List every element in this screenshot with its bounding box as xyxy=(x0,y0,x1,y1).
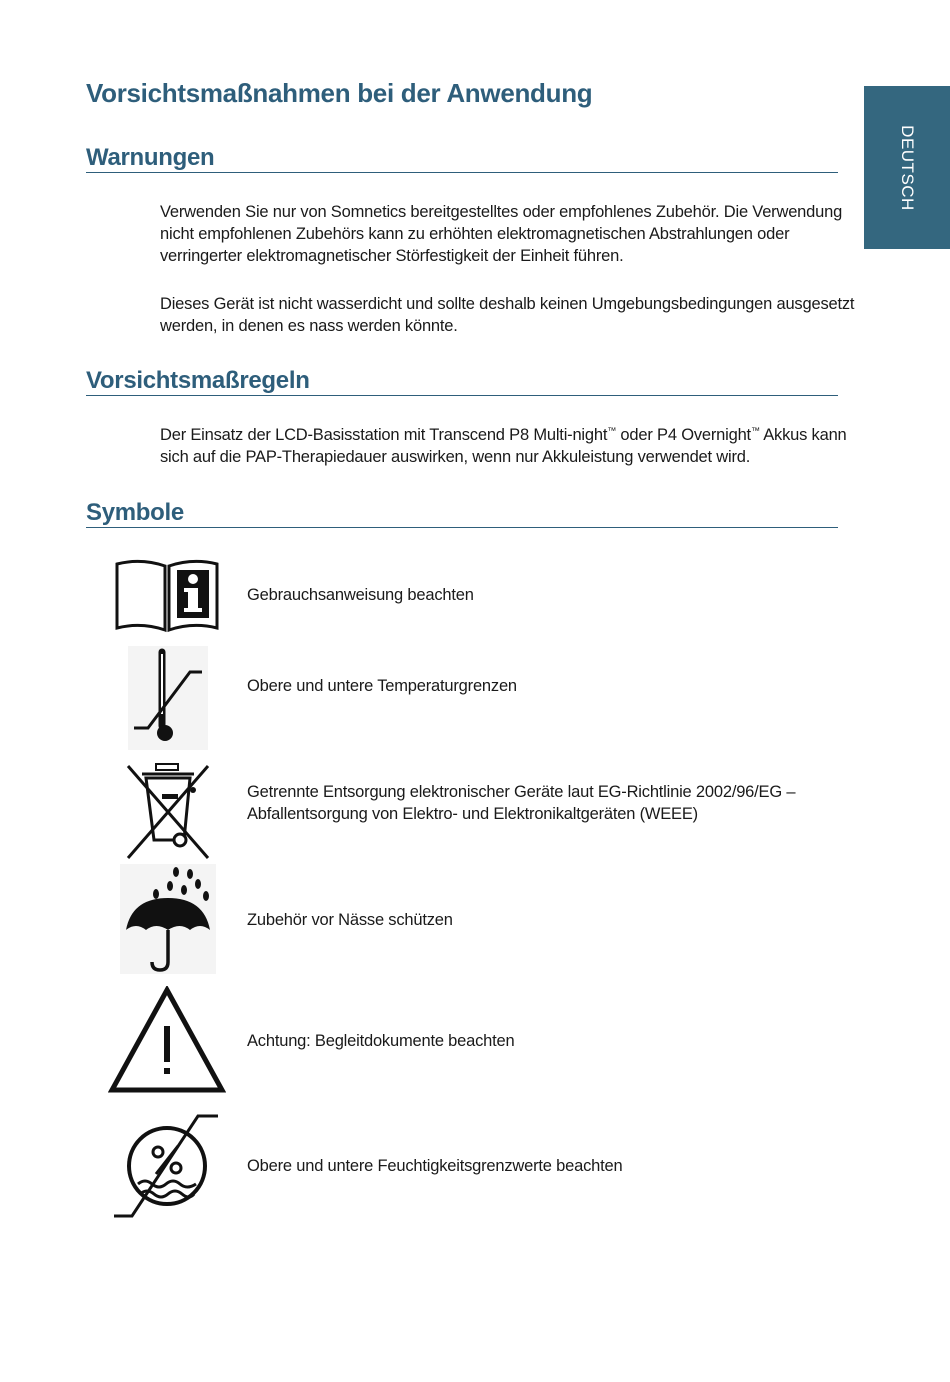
symbol-label-temperature: Obere und untere Temperaturgrenzen xyxy=(247,677,517,695)
umbrella-rain-icon xyxy=(120,864,216,974)
section-heading-warnings: Warnungen xyxy=(86,144,838,173)
precaution-paragraph xyxy=(160,424,855,468)
warning-triangle-icon xyxy=(108,986,226,1096)
symbol-label-humidity: Obere und untere Feuchtigkeitsgrenzwerte beachten xyxy=(247,1157,623,1175)
language-tab-label: DEUTSCH xyxy=(898,124,917,211)
precaution-text-part1: Der Einsatz der LCD-Basisstation mit Transcend P8 Multi-night xyxy=(160,426,608,444)
precaution-text-part2: oder P4 Overnight xyxy=(616,426,751,444)
instructions-book-icon xyxy=(113,556,221,634)
temperature-limit-icon xyxy=(128,646,208,750)
symbol-label-caution: Achtung: Begleitdokumente beachten xyxy=(247,1032,515,1050)
section-heading-symbols: Symbole xyxy=(86,499,838,528)
crossed-out-bin-icon xyxy=(126,762,210,860)
humidity-limit-icon xyxy=(112,1110,222,1222)
warning-paragraph-accessories: Verwenden Sie nur von Somnetics bereitgestelltes oder empfohlenes Zubehör. Die Verwendung nicht empfohlenen Zubehörs kann zu erhöhten elektromagnetischen Abstrahlungen oder verringerter elektromagnetischer Störfestigkeit der Einheit führen. xyxy=(160,203,843,265)
precaution-text-part3: Akkus kann sich auf die PAP-Therapiedauer auswirken, wenn nur Akkuleistung verwendet wird. xyxy=(160,426,847,466)
symbol-label-instructions: Gebrauchsanweisung beachten xyxy=(247,586,474,604)
language-tab xyxy=(864,86,950,249)
section-heading-precautions: Vorsichtsmaßregeln xyxy=(86,367,838,396)
warning-paragraph-waterproof: Dieses Gerät ist nicht wasserdicht und sollte deshalb keinen Umgebungsbedingungen ausgesetzt werden, in denen es nass werden könnte. xyxy=(160,295,855,335)
symbol-label-keep-dry: Zubehör vor Nässe schützen xyxy=(247,911,453,929)
trademark-mark: ™ xyxy=(750,425,760,436)
symbol-label-weee: Getrennte Entsorgung elektronischer Geräte laut EG-Richtlinie 2002/96/EG – Abfallentsorgung von Elektro- und Elektronikaltgeräten (WEEE) xyxy=(247,783,796,823)
trademark-mark: ™ xyxy=(607,425,617,436)
page-title: Vorsichtsmaßnahmen bei der Anwendung xyxy=(86,78,593,108)
